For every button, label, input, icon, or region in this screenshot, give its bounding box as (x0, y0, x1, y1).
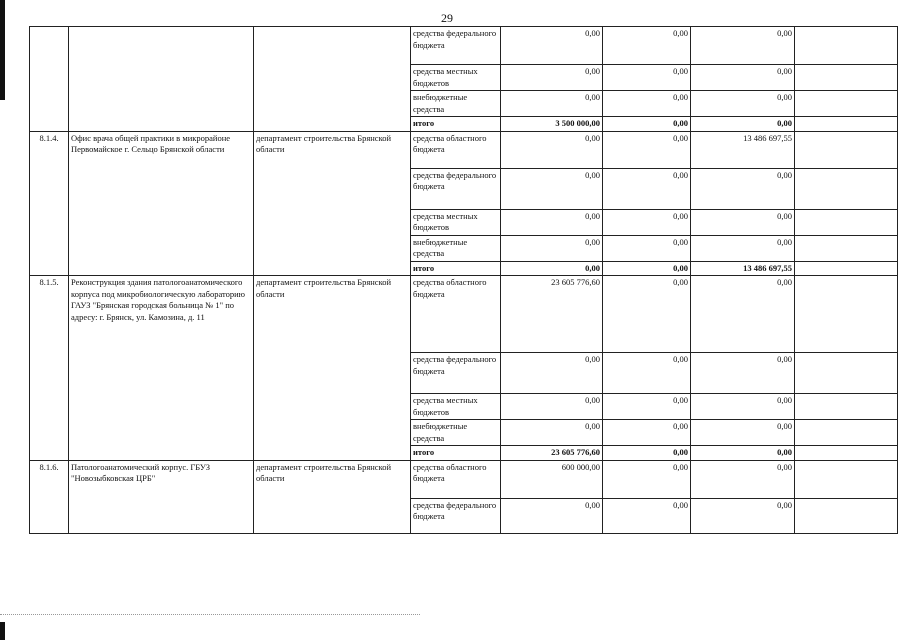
amount-v3: 13 486 697,55 (691, 131, 795, 168)
amount-v1: 0,00 (501, 91, 603, 117)
funding-source: внебюджетные средства (411, 91, 501, 117)
empty-cell (795, 498, 898, 533)
amount-v3: 0,00 (691, 353, 795, 394)
item-executor: департамент строительства Брянской области (254, 460, 411, 533)
amount-v3: 0,00 (691, 209, 795, 235)
scan-edge-mark-bottom (0, 622, 5, 640)
table-row (30, 131, 898, 168)
empty-cell (795, 27, 898, 65)
item-name: Патологоанатомический корпус. ГБУЗ "Новозыбковская ЦРБ" (69, 460, 254, 533)
table-row (30, 460, 898, 498)
amount-v1: 3 500 000,00 (501, 117, 603, 132)
empty-cell (795, 235, 898, 261)
funding-source: средства местных бюджетов (411, 394, 501, 420)
amount-v2: 0,00 (603, 117, 691, 132)
item-name: Реконструкция здания патологоанатомического корпуса под микробиологическую лабораторию ГАУЗ "Брянская городская больница № 1" по адресу: г. Брянск, ул. Камозина, д. 11 (69, 276, 254, 461)
amount-v3: 0,00 (691, 91, 795, 117)
funding-source: итого (411, 117, 501, 132)
page-number: 29 (441, 11, 453, 25)
funding-source: итого (411, 446, 501, 461)
empty-cell (795, 446, 898, 461)
amount-v1: 0,00 (501, 65, 603, 91)
item-code: 8.1.5. (30, 276, 69, 461)
table-row (30, 27, 898, 65)
empty-cell (795, 261, 898, 276)
empty-cell (795, 460, 898, 498)
amount-v2: 0,00 (603, 498, 691, 533)
funding-source: внебюджетные средства (411, 235, 501, 261)
item-name: Офис врача общей практики в микрорайоне Первомайское г. Сельцо Брянской области (69, 131, 254, 276)
amount-v1: 0,00 (501, 394, 603, 420)
item-name (69, 27, 254, 132)
amount-v1: 0,00 (501, 27, 603, 65)
amount-v2: 0,00 (603, 91, 691, 117)
amount-v1: 0,00 (501, 168, 603, 209)
amount-v1: 0,00 (501, 235, 603, 261)
empty-cell (795, 420, 898, 446)
funding-source: средства областного бюджета (411, 276, 501, 353)
amount-v3: 0,00 (691, 394, 795, 420)
funding-source: средства федерального бюджета (411, 353, 501, 394)
item-code: 8.1.6. (30, 460, 69, 533)
amount-v2: 0,00 (603, 394, 691, 420)
empty-cell (795, 394, 898, 420)
empty-cell (795, 91, 898, 117)
amount-v2: 0,00 (603, 65, 691, 91)
amount-v1: 0,00 (501, 498, 603, 533)
item-code: 8.1.4. (30, 131, 69, 276)
amount-v3: 13 486 697,55 (691, 261, 795, 276)
funding-source: средства областного бюджета (411, 460, 501, 498)
amount-v3: 0,00 (691, 460, 795, 498)
funding-source: средства федерального бюджета (411, 27, 501, 65)
amount-v3: 0,00 (691, 276, 795, 353)
funding-source: средства местных бюджетов (411, 65, 501, 91)
amount-v3: 0,00 (691, 446, 795, 461)
amount-v3: 0,00 (691, 27, 795, 65)
empty-cell (795, 209, 898, 235)
amount-v1: 0,00 (501, 209, 603, 235)
amount-v1: 600 000,00 (501, 460, 603, 498)
amount-v2: 0,00 (603, 209, 691, 235)
amount-v2: 0,00 (603, 460, 691, 498)
empty-cell (795, 353, 898, 394)
funding-source: средства областного бюджета (411, 131, 501, 168)
amount-v2: 0,00 (603, 446, 691, 461)
amount-v2: 0,00 (603, 420, 691, 446)
funding-source: средства местных бюджетов (411, 209, 501, 235)
funding-source: внебюджетные средства (411, 420, 501, 446)
amount-v2: 0,00 (603, 276, 691, 353)
amount-v1: 23 605 776,60 (501, 446, 603, 461)
item-code (30, 27, 69, 132)
empty-cell (795, 117, 898, 132)
empty-cell (795, 276, 898, 353)
amount-v2: 0,00 (603, 353, 691, 394)
amount-v2: 0,00 (603, 168, 691, 209)
amount-v1: 0,00 (501, 353, 603, 394)
scan-noise (0, 614, 420, 617)
amount-v1: 23 605 776,60 (501, 276, 603, 353)
amount-v3: 0,00 (691, 65, 795, 91)
item-executor: департамент строительства Брянской области (254, 131, 411, 276)
budget-table (29, 26, 898, 534)
amount-v3: 0,00 (691, 168, 795, 209)
empty-cell (795, 168, 898, 209)
amount-v3: 0,00 (691, 498, 795, 533)
empty-cell (795, 131, 898, 168)
amount-v3: 0,00 (691, 117, 795, 132)
empty-cell (795, 65, 898, 91)
amount-v1: 0,00 (501, 420, 603, 446)
amount-v2: 0,00 (603, 27, 691, 65)
scan-edge-mark (0, 0, 5, 100)
amount-v2: 0,00 (603, 131, 691, 168)
amount-v3: 0,00 (691, 235, 795, 261)
amount-v2: 0,00 (603, 261, 691, 276)
funding-source: средства федерального бюджета (411, 168, 501, 209)
amount-v1: 0,00 (501, 131, 603, 168)
item-executor (254, 27, 411, 132)
funding-source: итого (411, 261, 501, 276)
amount-v3: 0,00 (691, 420, 795, 446)
funding-source: средства федерального бюджета (411, 498, 501, 533)
table-row (30, 276, 898, 353)
amount-v1: 0,00 (501, 261, 603, 276)
item-executor: департамент строительства Брянской области (254, 276, 411, 461)
amount-v2: 0,00 (603, 235, 691, 261)
